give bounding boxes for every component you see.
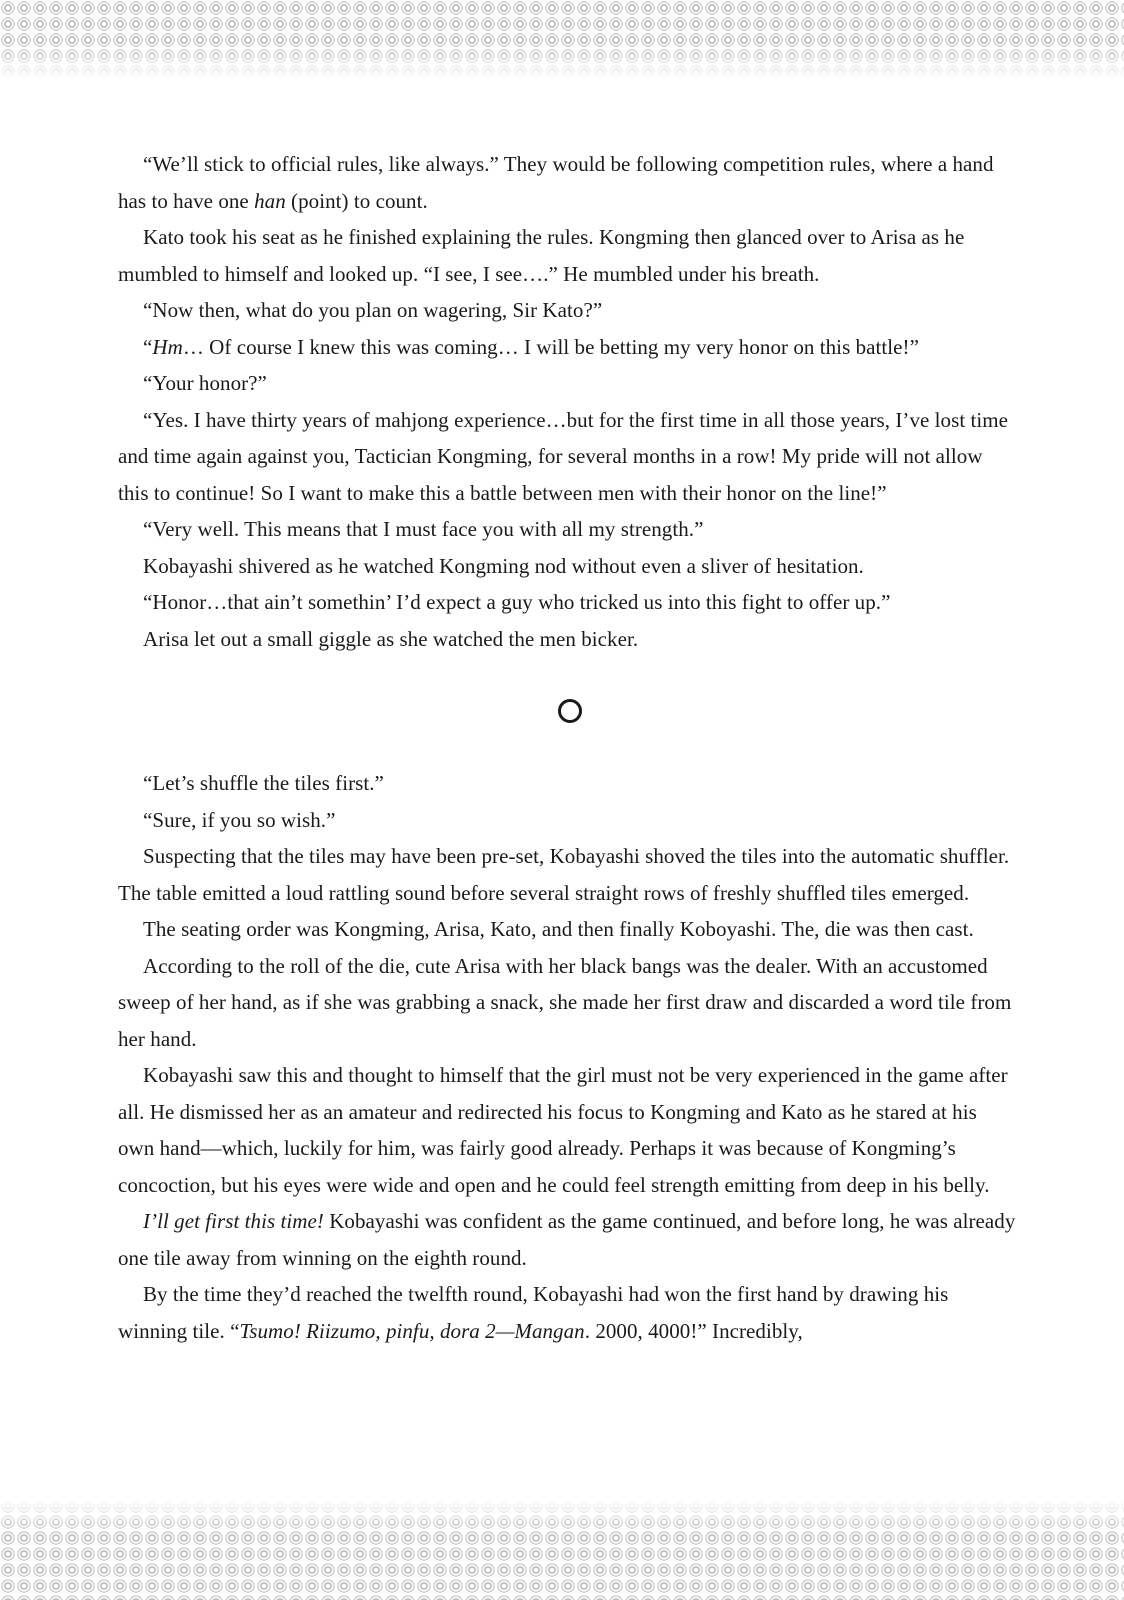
paragraph [118,1057,1018,1203]
paragraph [118,511,1018,548]
paragraph [118,329,1018,366]
paragraph [118,219,1018,292]
text-run: . 2000, 4000!” Incredibly, [584,1318,803,1343]
paragraph [118,1276,1018,1349]
text-run: “We’ll stick to official rules, like always.” They would be following competition rules, where a hand has to have one [118,152,994,213]
paragraph [118,838,1018,911]
text-run: (point) to count. [285,188,428,213]
paragraph [118,584,1018,621]
paragraph [118,621,1018,658]
paragraph [118,911,1018,948]
decorative-pattern-top [0,0,1124,80]
text-run: “Let’s shuffle the tiles first.” [143,771,384,795]
italic-text: I’ll get first this time! [143,1209,324,1233]
paragraph [118,765,1018,802]
text-run: Kobayashi shivered as he watched Kongming nod without even a sliver of hesitation. [143,553,864,578]
text-run: Arisa let out a small giggle as she watched the men bicker. [143,626,639,651]
paragraph [118,365,1018,402]
paragraph [118,802,1018,839]
text-run: “Your honor?” [143,371,267,395]
text-run: Kato took his seat as he finished explaining the rules. Kongming then glanced over to Arisa as he mumbled to himself and looked up. “I see, I see….” He mumbled under his breath. [118,225,965,286]
text-run: Suspecting that the tiles may have been pre-set, Kobayashi shoved the tiles into the automatic shuffler. The table emitted a loud rattling sound before several straight rows of freshly shuffled tiles emerged. [118,844,1010,905]
text-run: “Yes. I have thirty years of mahjong experience…but for the first time in all those years, I’ve lost time and time again against you, Tactician Kongming, for several months in a row! My pride will not allow this to continue! So I want to make this a battle between men with their honor on the line!” [118,407,1009,505]
text-run: “Very well. This means that I must face you with all my strength.” [143,517,704,541]
paragraph [118,146,1018,219]
text-run: The seating order was Kongming, Arisa, Kato, and then finally Koboyashi. The, die was then cast. [143,917,974,941]
text-run: By the time they’d reached the twelfth round, Kobayashi had won the first hand by drawing his winning tile. “ [118,1282,949,1343]
text-run: “Now then, what do you plan on wagering, Sir Kato?” [143,298,603,322]
decorative-pattern-bottom [0,1498,1124,1600]
section-after-break [118,765,1018,1349]
page-body [118,146,1018,1349]
paragraph [118,1203,1018,1276]
text-run: Kobayashi saw this and thought to himself that the girl must not be very experienced in the game after all. He dismissed her as an amateur and redirected his focus to Kongming and Kato as he stared at his own hand—which, luckily for him, was fairly good already. Perhaps it was because of Kongming’s concoction, but his eyes were wide and open and he could feel strength emitting from deep in his belly. [118,1063,1008,1197]
paragraph [118,402,1018,512]
text-run: … Of course I knew this was coming… I will be betting my very honor on this battle!” [182,334,919,359]
italic-text: Tsumo! Riizumo, pinfu, dora 2—Mangan [239,1318,585,1343]
scene-break [118,657,1018,765]
paragraph [118,948,1018,1058]
text-run: “ [143,334,153,359]
text-run: “Honor…that ain’t somethin’ I’d expect a guy who tricked us into this fight to offer up.” [143,590,891,614]
section-before-break [118,146,1018,657]
circle-icon [558,699,582,723]
paragraph [118,292,1018,329]
paragraph [118,548,1018,585]
text-run: “Sure, if you so wish.” [143,807,336,832]
italic-text: Hm [152,334,183,359]
text-run: According to the roll of the die, cute Arisa with her black bangs was the dealer. With an accustomed sweep of her hand, as if she was grabbing a snack, she made her first draw and discarded a word tile from her hand. [118,953,1012,1051]
italic-text: han [254,188,286,213]
text-run: Kobayashi was confident as the game continued, and before long, he was already one tile away from winning on the eighth round. [118,1209,1016,1270]
